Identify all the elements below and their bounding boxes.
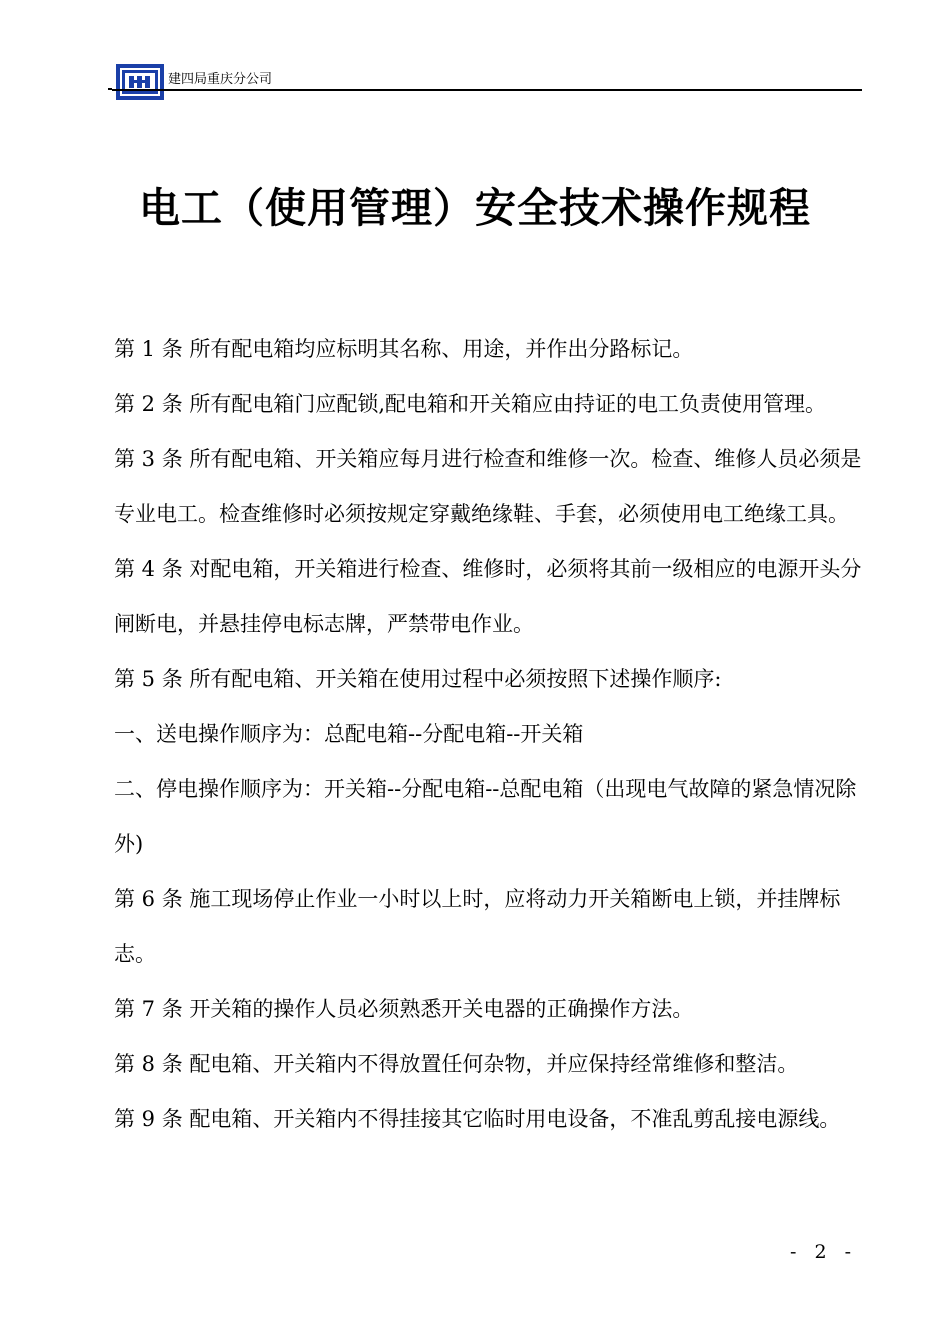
paragraph-article-4: 第 4 条 对配电箱，开关箱进行检查、维修时，必须将其前一级相应的电源开头分闸断电，并悬挂停电标志牌，严禁带电作业。 bbox=[114, 557, 862, 636]
document-title: 电工（使用管理）安全技术操作规程 bbox=[139, 184, 811, 232]
paragraph-power-on-sequence: 一、送电操作顺序为：总配电箱--分配电箱--开关箱 bbox=[114, 722, 584, 746]
cscec-logo bbox=[116, 64, 164, 100]
header-company-name: 建四局重庆分公司 bbox=[168, 72, 273, 87]
cscec-logo-icon bbox=[116, 64, 164, 100]
paragraph-article-1: 第 1 条 所有配电箱均应标明其名称、用途，并作出分路标记。 bbox=[114, 337, 694, 361]
paragraph-article-5: 第 5 条 所有配电箱、开关箱在使用过程中必须按照下述操作顺序: bbox=[114, 667, 722, 691]
header-rule bbox=[112, 89, 862, 91]
page-number: - 2 - bbox=[790, 1241, 858, 1263]
paragraph-power-off-sequence: 二、停电操作顺序为：开关箱--分配电箱--总配电箱（出现电气故障的紧急情况除外) bbox=[114, 777, 857, 856]
document-body bbox=[114, 322, 864, 1147]
paragraph-article-6: 第 6 条 施工现场停止作业一小时以上时，应将动力开关箱断电上锁，并挂牌标志。 bbox=[114, 887, 841, 966]
paragraph-article-7: 第 7 条 开关箱的操作人员必须熟悉开关电器的正确操作方法。 bbox=[114, 997, 694, 1021]
paragraph-article-2: 第 2 条 所有配电箱门应配锁,配电箱和开关箱应由持证的电工负责使用管理。 bbox=[114, 392, 827, 416]
page-header bbox=[112, 62, 862, 102]
paragraph-article-3: 第 3 条 所有配电箱、开关箱应每月进行检查和维修一次。检查、维修人员必须是专业电工。检查维修时必须按规定穿戴绝缘鞋、手套，必须使用电工绝缘工具。 bbox=[114, 447, 862, 526]
paragraph-article-8: 第 8 条 配电箱、开关箱内不得放置任何杂物，并应保持经常维修和整洁。 bbox=[114, 1052, 799, 1076]
paragraph-article-9: 第 9 条 配电箱、开关箱内不得挂接其它临时用电设备，不准乱剪乱接电源线。 bbox=[114, 1107, 841, 1131]
